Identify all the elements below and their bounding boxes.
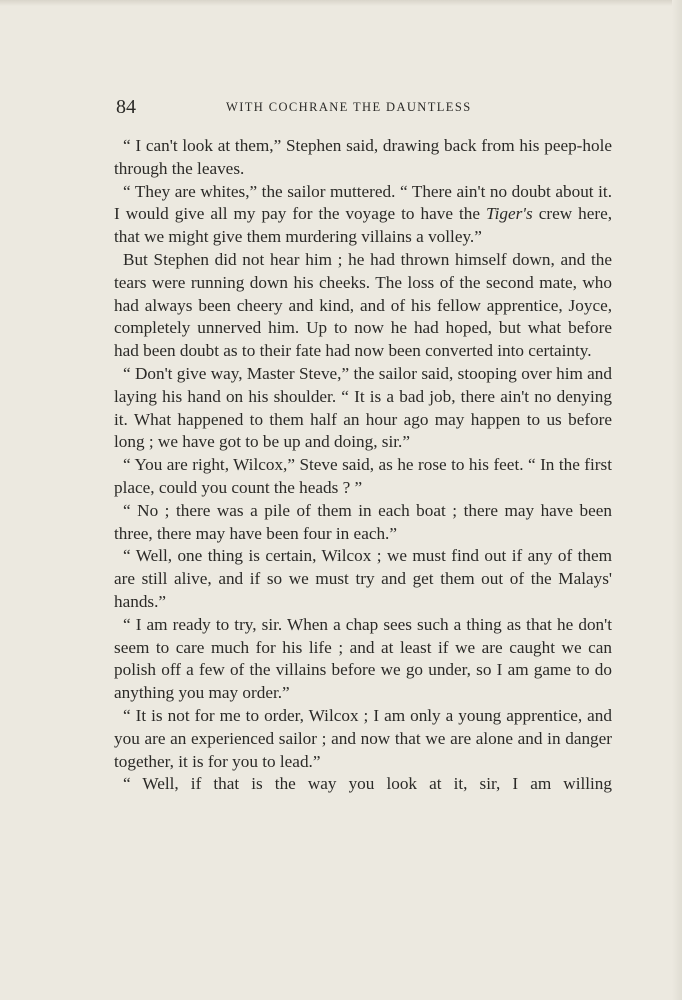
ship-name-italic: Tiger's [486, 204, 533, 224]
paragraph: “ Don't give way, Master Steve,” the sailor said, stooping over him and laying his hand on his shoulder. “ It is a bad job, there ain't no denying it. What happened to them half an hour ago may happen to us before long ; we have got to be up and doing, sir.” [114, 363, 612, 452]
paragraph: “ I can't look at them,” Stephen said, drawing back from his peep-hole through the leaves. [114, 136, 612, 178]
paragraph: “ No ; there was a pile of them in each boat ; there may have been three, there may have been four in each.” [114, 500, 612, 543]
running-title: WITH COCHRANE THE DAUNTLESS [226, 100, 472, 114]
paragraph: “ Well, one thing is certain, Wilcox ; we must find out if any of them are still alive, and if so we must try and get them out of the Malays' hands.” [114, 546, 612, 611]
page-number: 84 [116, 96, 136, 118]
page-right-edge [672, 0, 682, 1000]
paragraph [114, 181, 612, 249]
paragraph-text: “ They are whites,” the sailor muttered. “ There ain't no doubt about it. I would give all my pay for the voyage to have the [114, 181, 612, 224]
body-text [114, 135, 612, 796]
page-header [116, 96, 610, 118]
paragraph: “ I am ready to try, sir. When a chap sees such a thing as that he don't seem to care much for his life ; and at least if we are caught we can polish off a few of the villains before we go under, so I am game to do anything you may order.” [114, 614, 612, 703]
paragraph: “ You are right, Wilcox,” Steve said, as he rose to his feet. “ In the first place, could you count the heads ? ” [114, 455, 612, 497]
paragraph: “ Well, if that is the way you look at it, sir, I am willing [123, 774, 612, 794]
paragraph: But Stephen did not hear him ; he had thrown himself down, and the tears were running down his cheeks. The loss of the second mate, who had always been cheery and kind, and of his fellow apprentice, Joyce, completely unnerved him. Up to now he had hoped, but what before had been doubt as to their fate had now been converted into certainty. [114, 249, 612, 361]
page-top-edge [0, 0, 682, 6]
paragraph-text: crew here, that we might give them murdering villains a volley.” [114, 204, 612, 247]
paragraph: “ It is not for me to order, Wilcox ; I am only a young apprentice, and you are an experienced sailor ; and now that we are alone and in danger together, it is for you to lead.” [114, 705, 612, 771]
